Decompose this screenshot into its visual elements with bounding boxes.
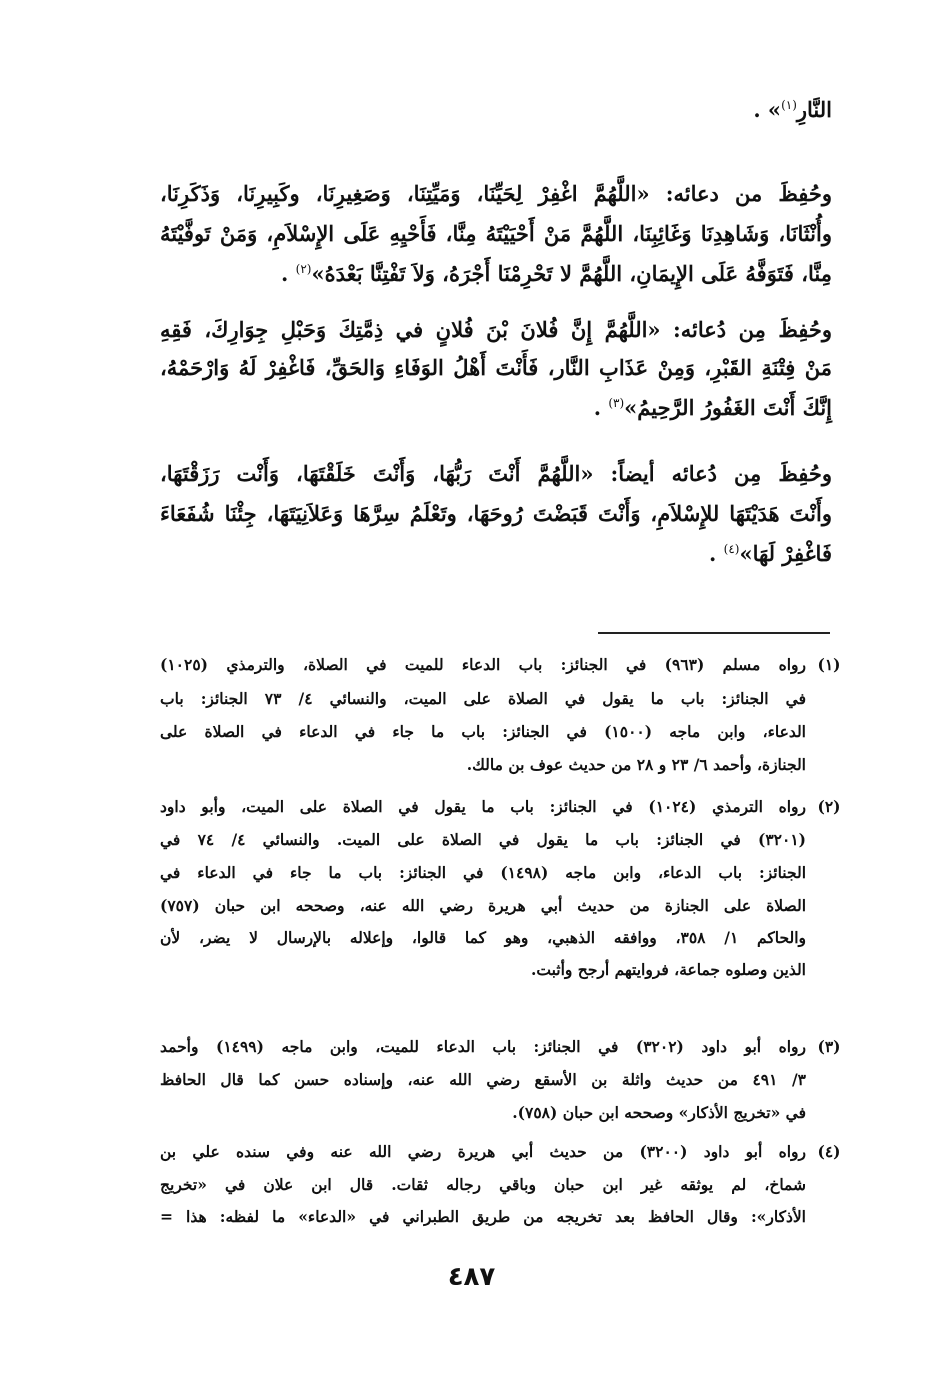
footnote-line: رواه مسلم (٩٦٣) في الجنائز: باب الدعاء للميت في الصلاة، والترمذي (١٠٢٥) xyxy=(160,655,806,674)
text-line xyxy=(160,350,832,386)
line-text: وحُفِظَ مِن دُعائه أيضاً: «اللَّهُمَّ أَنْتَ رَبُّهَا، وَأَنْتَ خَلَقْتَهَا، وَأَنْت رَزَقْتَهَا، xyxy=(160,461,832,486)
footnote-line: في الجنائز: باب ما يقول في الصلاة على الميت، والنسائي ٤/ ٧٣ الجنائز: باب xyxy=(160,689,806,708)
text-line xyxy=(160,256,832,292)
footnote-line: رواه الترمذي (١٠٢٤) في الجنائز: باب ما يقول في الصلاة على الميت، وأبو داود xyxy=(160,797,807,816)
text-line xyxy=(160,496,832,532)
footnote-number: (٤) xyxy=(817,1142,841,1161)
footnote-line: ٣/ ٤٩١ من حديث واثلة بن الأسقع رضي الله عنه، وإسناده حسن كما قال الحافظ xyxy=(160,1070,806,1089)
footnote-number: (٣) xyxy=(817,1037,841,1056)
footnote-line: الجنازة، وأحمد ٦/ ٢٣ و ٢٨ من حديث عوف بن مالك. xyxy=(466,755,806,774)
line-tail: . xyxy=(593,395,609,420)
footnote-line: الصلاة على الجنازة من حديث أبي هريرة رضي الله عنه، وصححه ابن حبان (٧٥٧) xyxy=(160,896,806,915)
page-number: ٤٨٧ xyxy=(447,1262,496,1292)
footnote-line: رواه أبو داود (٣٢٠٠) من حديث أبي هريرة رضي الله عنه وفي سنده علي بن xyxy=(160,1142,806,1161)
line-text: وحُفِظَ مِن دُعائه: «اللَّهُمَّ إِنَّ فُلانَ بْنَ فُلانٍ في ذِمَّتِكَ وَحَبْلِ جِوَارِكَ، فَقِهِ xyxy=(160,317,832,342)
text-line xyxy=(160,312,832,348)
footnote-separator xyxy=(598,632,830,634)
line-tail: . xyxy=(281,261,296,286)
line-text: النَّارِ xyxy=(796,97,832,122)
text-line xyxy=(160,92,832,128)
line-text: إِنَّكَ أَنْتَ الغَفُورُ الرَّحِيمُ» xyxy=(624,395,832,420)
line-text: وحُفِظَ من دعائه: «اللَّهُمَّ اغْفِرْ لِحَيِّنَا، وَمَيِّتِنَا، وَصَغِيرِنَا، وكَبِيرِنَا، وَذَكَرِنَا، xyxy=(160,181,832,206)
line-text: وأُنْثَانَا، وَشَاهِدِنَا وَغَائِبِنَا، اللَّهُمَّ مَنْ أَحْيَيْتَهُ مِنَّا، فَأَحْيِهِ عَلَى الإِسْلاَمِ، وَمَنْ تَوفَّيْتَهُ xyxy=(160,221,832,246)
line-text: مَنْ فِتْنَةِ القَبْرِ، وَمِنْ عَذَابِ النَّار، فَأَنْتَ أَهْلُ الوَفَاءِ وَالحَقِّ، فَاغْفِرْ لَهُ وَارْحَمْهُ، xyxy=(160,355,832,380)
footnote-line: الذين وصلوه جماعة، فروايتهم أرجح وأثبت. xyxy=(531,960,806,979)
text-line xyxy=(160,216,832,252)
line-text: مِنَّا، فَتَوَفَّهُ عَلَى الإِيمَانِ، اللَّهُمَّ لا تَحْرِمْنَا أَجْرَهُ، وَلاَ تَفْتِنَّا بَعْدَهُ» xyxy=(311,261,832,286)
footnote-number: (١) xyxy=(817,655,841,674)
footnote-marker[interactable]: (٤) xyxy=(723,542,740,556)
footnote-line: الجنائز: باب الدعاء، وابن ماجه (١٤٩٨) في الجنائز: باب ما جاء في الدعاء في xyxy=(160,863,806,882)
footnote-line: في «تخريج الأذكار» وصححه ابن حبان (٧٥٨). xyxy=(512,1103,806,1122)
footnote-line: شماخ، لم يوثقه غير ابن حبان وباقي رجاله ثقات. قال ابن علان في «تخريج xyxy=(160,1175,806,1194)
footnote-marker[interactable]: (٣) xyxy=(608,396,625,410)
footnote-line: (٣٢٠١) في الجنائز: باب ما يقول في الصلاة على الميت. والنسائي ٤/ ٧٤ في xyxy=(160,830,806,849)
line-tail: . xyxy=(709,541,724,566)
footnote-line: الأذكار»: وقال الحافظ بعد تخريجه من طريق الطبراني في «الدعاء» ما لفظه: هذا = xyxy=(160,1207,806,1226)
text-line xyxy=(160,390,832,426)
line-tail: » . xyxy=(753,97,782,122)
footnote-line: الدعاء، وابن ماجه (١٥٠٠) في الجنائز: باب ما جاء في الدعاء في الصلاة على xyxy=(160,722,806,741)
footnote-marker[interactable]: (١) xyxy=(781,98,797,112)
footnote-line: رواه أبو داود (٣٢٠٢) في الجنائز: باب الدعاء للميت، وابن ماجه (١٤٩٩) وأحمد xyxy=(160,1037,806,1056)
footnote-marker[interactable]: (٢) xyxy=(295,262,312,276)
text-line xyxy=(160,536,832,572)
footnote-number: (٢) xyxy=(817,797,841,816)
line-text: وأَنْتَ هَدَيْتَهَا للإِسْلاَمِ، وَأَنْتَ قَبَضْتَ رُوحَهَا، وتَعْلَمُ سِرَّهَا وَعَلاَنِيَتَهَا، جِئْنَا شُفَعَاءَ xyxy=(160,501,832,526)
footnote-line: والحاكم ١/ ٣٥٨، ووافقه الذهبي، وهو كما قالوا، وإعلاله بالإرسال لا يضر، لأن xyxy=(160,928,806,947)
line-text: فَاغْفِرْ لَهَا» xyxy=(739,541,832,566)
text-line xyxy=(160,456,832,492)
text-line xyxy=(160,176,832,212)
